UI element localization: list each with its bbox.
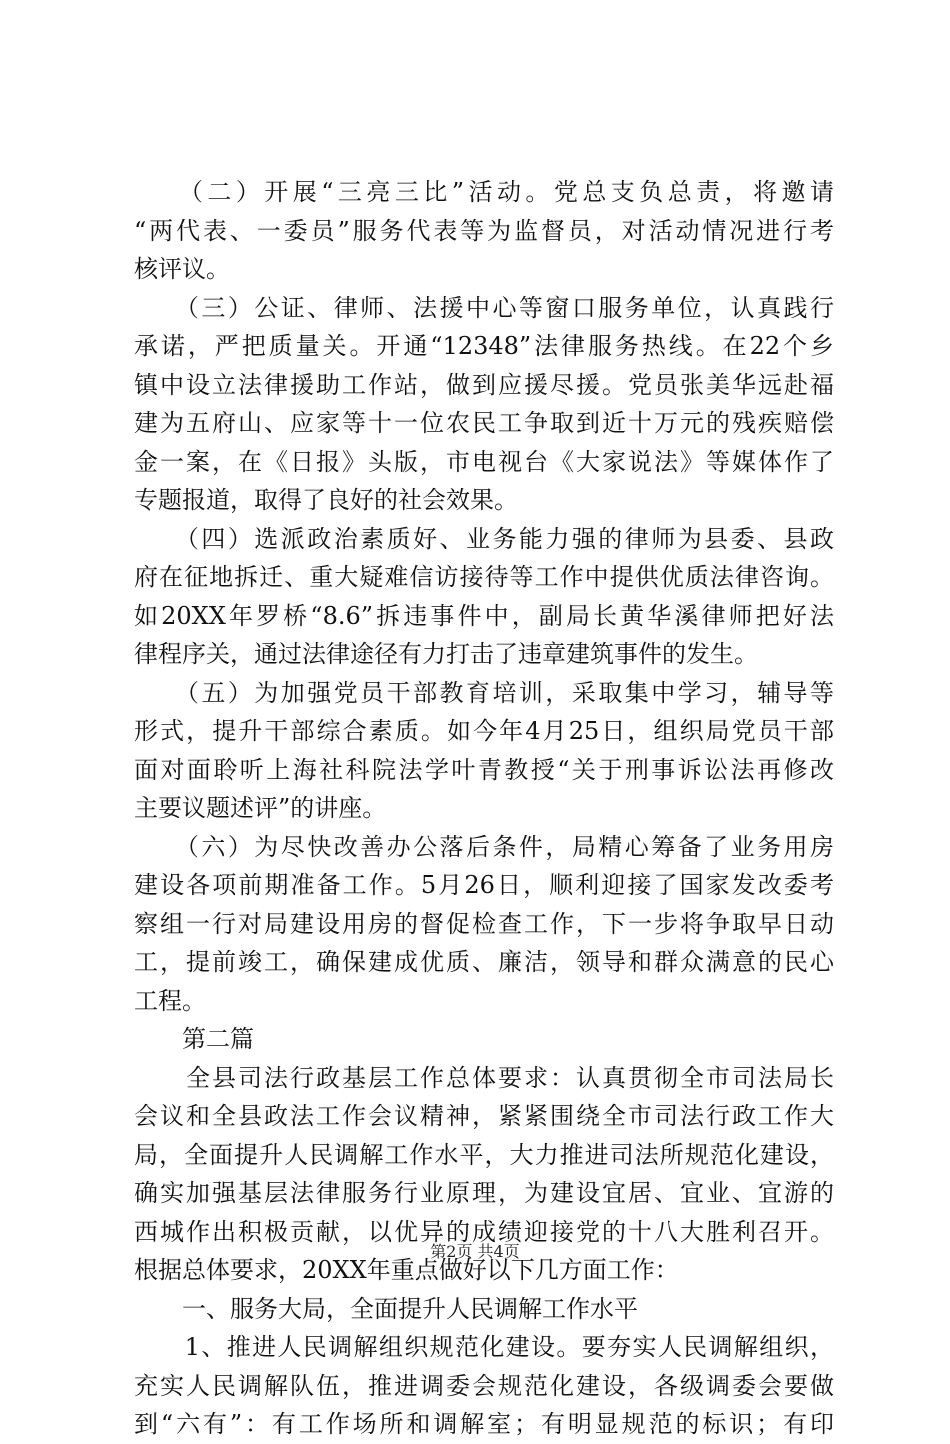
text-line: 如20XX年罗桥“8.6”拆违事件中，副局长黄华溪律师把好法 [134,601,834,630]
text-line: 建为五府山、应家等十一位农民工争取到近十万元的残疾赔偿 [134,409,834,437]
text-line: （四）选派政治素质好、业务能力强的律师为县委、县政 [134,524,834,553]
text-line: （三）公证、律师、法援中心等窗口服务单位，认真践行 [134,293,834,322]
text-line: 工程。 [134,986,206,1015]
text-line: 确实加强基层法律服务行业原理，为建设宜居、宜业、宜游的 [134,1179,834,1207]
text-line: 建设各项前期准备工作。5月26日，顺利迎接了国家发改委考 [134,871,834,899]
text-line: “两代表、一委员”服务代表等为监督员，对活动情况进行考 [134,216,834,245]
text-line: 核评议。 [134,255,230,283]
text-line: 全县司法行政基层工作总体要求：认真贯彻全市司法局长 [134,1063,834,1092]
text-line: （五）为加强党员干部教育培训，采取集中学习，辅导等 [134,678,834,707]
text-line: 律程序关，通过法律途径有力打击了违章建筑事件的发生。 [134,640,758,668]
text-line: 到“六有”：有工作场所和调解室；有明显规范的标识；有印 [134,1410,834,1438]
text-line: （六）为尽快改善办公落后条件，局精心筹备了业务用房 [134,832,834,861]
text-line: （二）开展“三亮三比”活动。党总支负总责，将邀请 [134,178,834,206]
text-line: 工，提前竣工，确保建成优质、廉洁，领导和群众满意的民心 [134,948,834,976]
text-line: 主要议题述评”的讲座。 [134,794,387,822]
text-line: 充实人民调解队伍，推进调委会规范化建设，各级调委会要做 [134,1371,834,1400]
text-line: 察组一行对局建设用房的督促检查工作，下一步将争取早日动 [134,909,834,938]
text-line: 府在征地拆迁、重大疑难信访接待等工作中提供优质法律咨询。 [134,563,834,591]
page-footer: 第2页 共4页 [430,1242,520,1261]
text-line: 形式，提升干部综合素质。如今年4月25日，组织局党员干部 [134,717,834,745]
text-line: 专题报道，取得了良好的社会效果。 [134,486,518,514]
text-line: 一、服务大局，全面提升人民调解工作水平 [134,1294,638,1323]
text-line: 镇中设立法律援助工作站，做到应援尽援。党员张美华远赴福 [134,370,834,399]
text-line: 金一案，在《日报》头版，市电视台《大家说法》等媒体作了 [134,447,834,476]
text-line: 西城作出积极贡献，以优异的成绩迎接党的十八大胜利召开。 [134,1217,834,1246]
text-line: 根据总体要求，20XX年重点做好以下几方面工作： [134,1256,679,1284]
text-line: 局，全面提升人民调解工作水平，大力推进司法所规范化建设， [134,1140,834,1169]
text-line: 承诺，严把质量关。开通“12348”法律服务热线。在22个乡 [134,332,834,360]
text-line: 面对面聆听上海社科院法学叶青教授“关于刑事诉讼法再修改 [134,755,834,784]
text-line: 第二篇 [134,1025,254,1053]
text-line: 1、推进人民调解组织规范化建设。要夯实人民调解组织， [134,1333,834,1361]
text-line: 会议和全县政法工作会议精神，紧紧围绕全市司法行政工作大 [134,1102,834,1130]
